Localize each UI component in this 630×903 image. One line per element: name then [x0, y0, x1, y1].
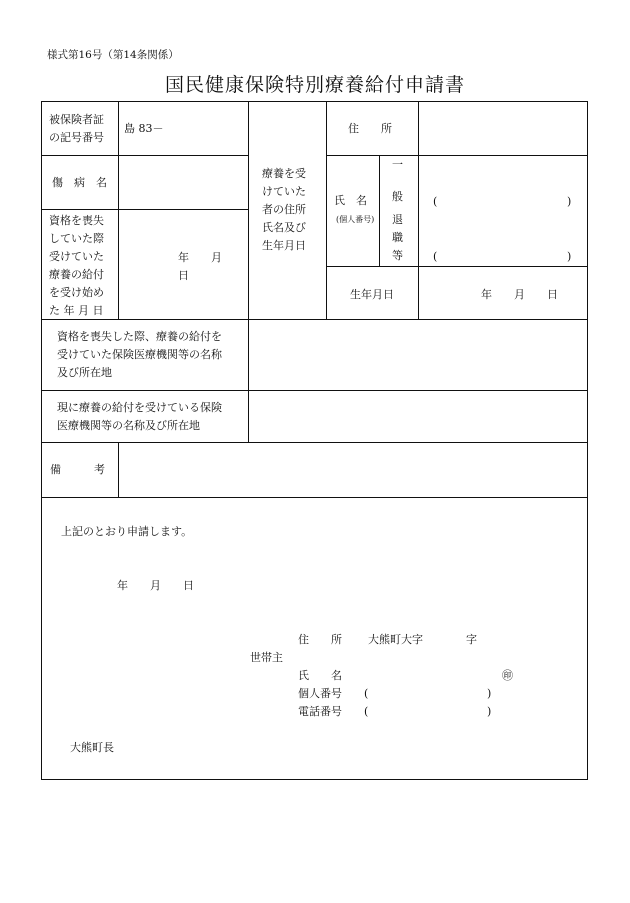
addressee: 大熊町長 [70, 741, 114, 754]
name-label: 氏 名 [334, 194, 367, 207]
householder-label: 世帯主 [250, 651, 283, 664]
phone-paren-close: ) [487, 705, 492, 718]
general-paren-open: ( [433, 195, 438, 208]
disease-name-label: 傷 病 名 [52, 176, 107, 189]
phone-number-label: 電話番号 [298, 705, 342, 718]
application-date[interactable]: 年 月 日 [117, 579, 194, 592]
insured-number-label: 被保険者証 の記号番号 [49, 113, 104, 144]
birth-date-field[interactable]: 年 月 日 [481, 288, 558, 301]
phone-number-field[interactable] [372, 703, 484, 721]
grid-line [118, 101, 119, 319]
insured-number-value: 島 83－ [124, 122, 164, 135]
individual-number-paren-open: ( [364, 687, 369, 700]
individual-number-note: (個人番号) [336, 215, 375, 224]
individual-number-paren-close: ) [487, 687, 492, 700]
grid-line [41, 497, 588, 498]
general-paren-close: ) [567, 195, 572, 208]
general-name-field[interactable] [440, 190, 565, 208]
seal-icon: ㊞ [502, 669, 513, 682]
grid-line [41, 209, 248, 210]
remarks-field[interactable] [119, 443, 587, 496]
phone-paren-open: ( [364, 705, 369, 718]
retired-paren-close: ) [567, 250, 572, 263]
address-label: 住 所 [348, 122, 392, 135]
general-label: 一 般 [392, 158, 403, 203]
grid-line [379, 155, 380, 266]
page-title: 国民健康保険特別療養給付申請書 [164, 74, 465, 96]
current-institution-field[interactable] [249, 391, 587, 441]
form-number: 様式第16号（第14条関係） [47, 49, 179, 61]
lapse-date-day[interactable]: 日 [178, 269, 189, 282]
retired-paren-open: ( [433, 250, 438, 263]
aza-label: 字 [466, 633, 477, 646]
grid-line [326, 155, 588, 156]
grid-line [326, 266, 588, 267]
lapse-date-label: 資格を喪失 していた際 受けていた 療養の給付 を受け始め た 年 月 日 [49, 214, 104, 317]
retired-label: 退 職 等 [392, 213, 403, 262]
applicant-address-value[interactable]: 大熊町大字 [368, 633, 423, 646]
request-statement: 上記のとおり申請します。 [61, 525, 193, 538]
current-institution-label: 現に療養の給付を受けている保険 医療機関等の名称及び所在地 [57, 401, 222, 432]
applicant-name-field[interactable] [368, 667, 498, 685]
former-institution-label: 資格を喪失した際、療養の給付を 受けていた保険医療機関等の名称 及び所在地 [57, 330, 222, 379]
retired-name-field[interactable] [440, 245, 565, 263]
birth-date-label: 生年月日 [350, 288, 394, 301]
remarks-label: 備 考 [50, 463, 105, 476]
address-field[interactable] [419, 102, 587, 154]
former-institution-field[interactable] [249, 320, 587, 389]
provider-label: 療養を受 けていた 者の住所 氏名及び 生年月日 [262, 167, 306, 252]
applicant-address-label: 住 所 [298, 633, 342, 646]
individual-number-field[interactable] [372, 685, 484, 703]
individual-number-label: 個人番号 [298, 687, 342, 700]
grid-line [326, 101, 327, 319]
disease-name-field[interactable] [119, 156, 247, 208]
lapse-date-year-month[interactable]: 年 月 [178, 251, 222, 264]
applicant-name-label: 氏 名 [298, 669, 342, 682]
